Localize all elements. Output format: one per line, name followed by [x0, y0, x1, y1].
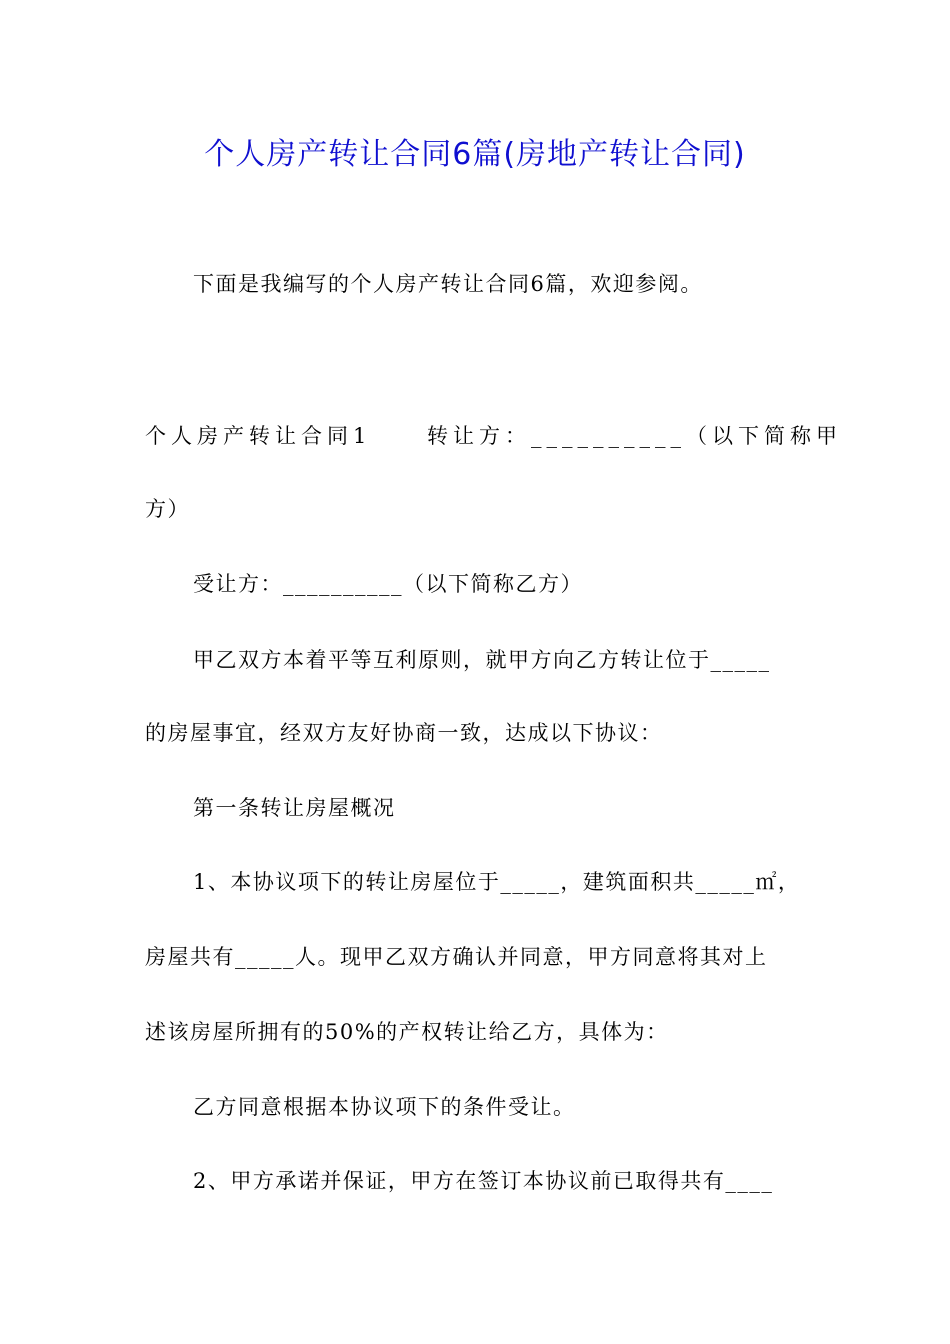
paragraph-1-line-2: 的房屋事宜，经双方友好协商一致，达成以下协议：: [145, 721, 663, 745]
document-title: 个人房产转让合同6篇(房地产转让合同): [204, 137, 746, 172]
item-1-line-4: 乙方同意根据本协议项下的条件受让。: [193, 1095, 576, 1119]
article-1-heading: 第一条转让房屋概况: [193, 796, 396, 820]
paragraph-1-line-1: 甲乙双方本着平等互利原则，就甲方向乙方转让位于_____: [193, 648, 771, 672]
transferor-line: 转让方：__________（以下简称甲: [427, 424, 842, 448]
item-1-line-1: 1、本协议项下的转让房屋位于_____，建筑面积共_____㎡，: [193, 870, 801, 894]
transferee-line: 受让方：__________（以下简称乙方）: [193, 572, 583, 596]
transferor-line-cont: 方）: [145, 497, 190, 521]
item-1-line-2: 房屋共有_____人。现甲乙双方确认并同意，甲方同意将其对上: [145, 945, 768, 969]
item-1-line-3: 述该房屋所拥有的50%的产权转让给乙方，具体为：: [145, 1020, 669, 1044]
contract-heading: 个人房产转让合同1: [145, 424, 372, 448]
intro-text: 下面是我编写的个人房产转让合同6篇，欢迎参阅。: [193, 272, 703, 296]
item-2-line-1: 2、甲方承诺并保证，甲方在签订本协议前已取得共有____: [193, 1169, 774, 1193]
